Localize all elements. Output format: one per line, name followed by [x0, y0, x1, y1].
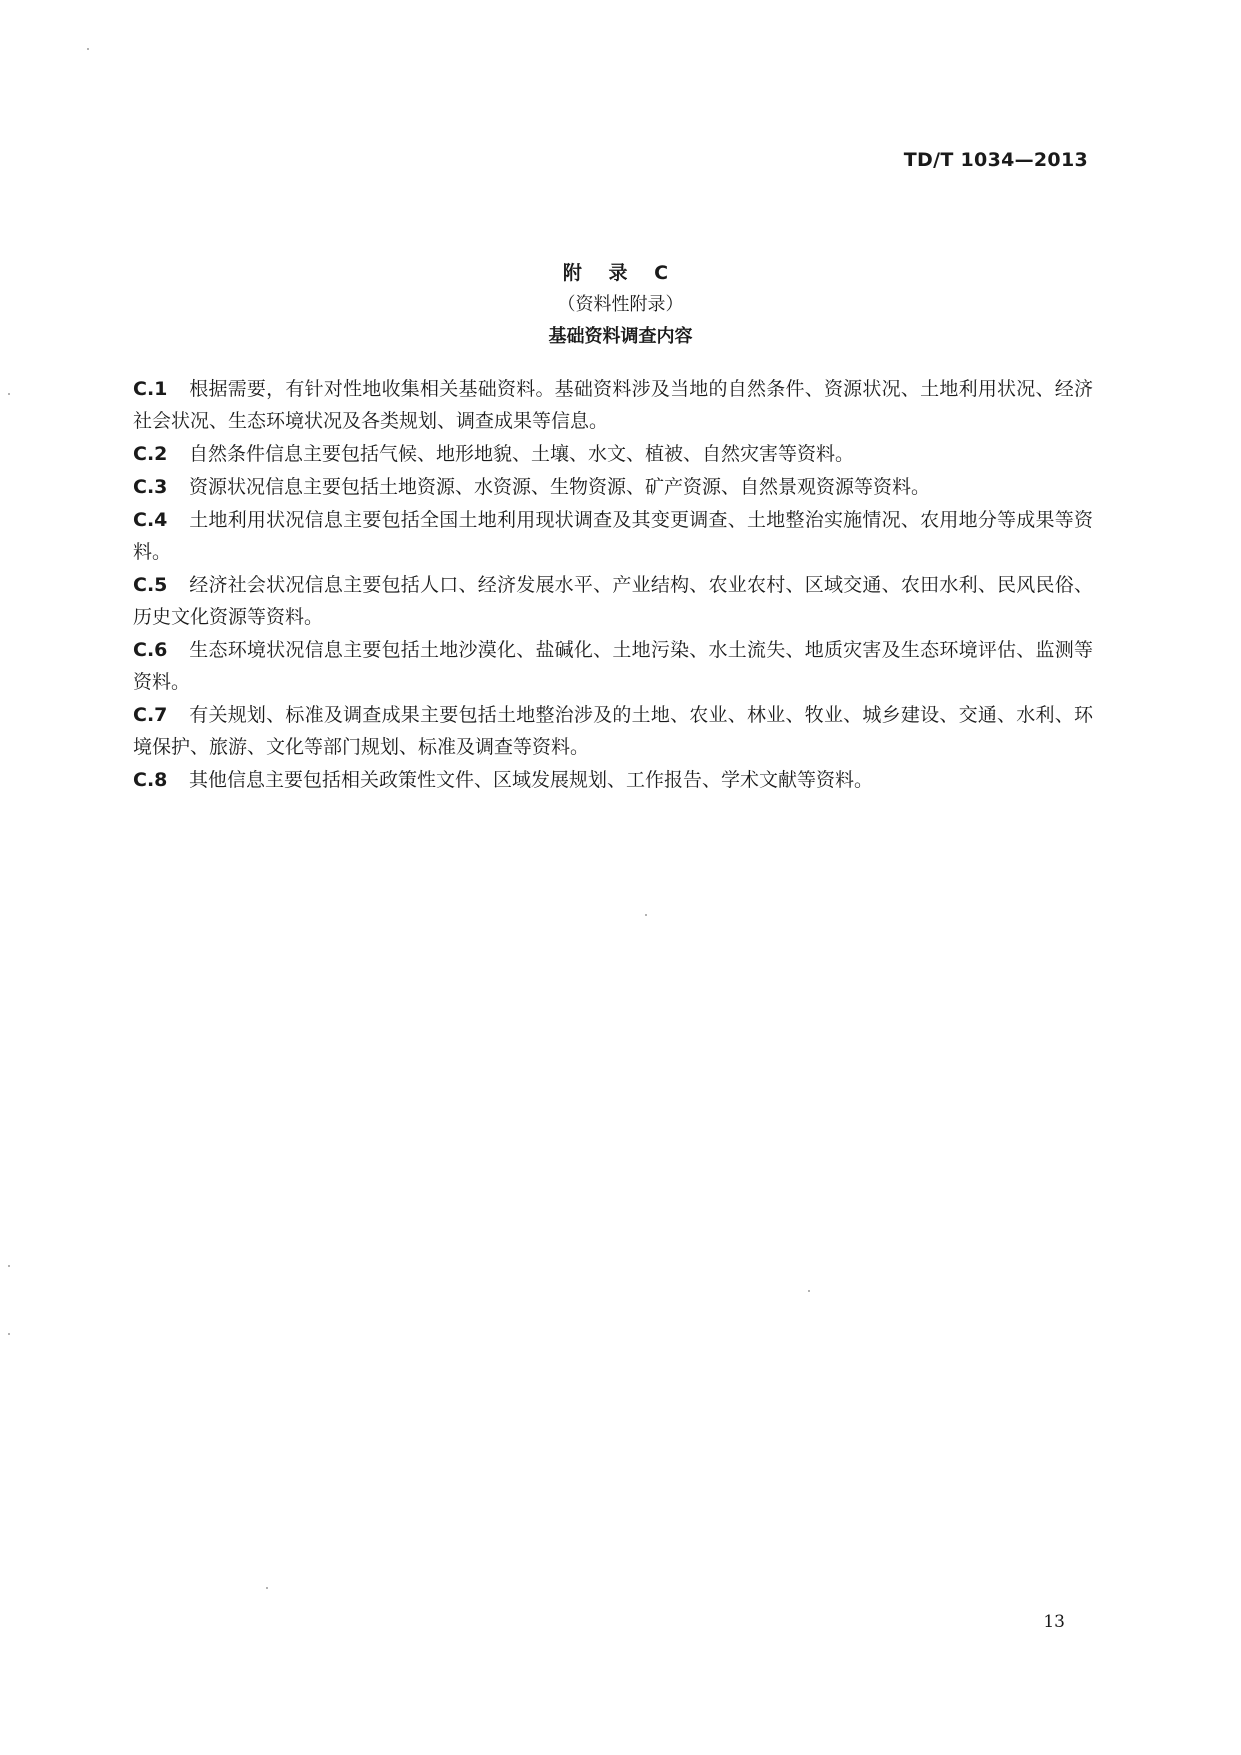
clause-text: 自然条件信息主要包括气候、地形地貌、土壤、水文、植被、自然灾害等资料。 [189, 443, 855, 465]
clause-number: C.5 [133, 574, 168, 596]
clause-c4 [133, 504, 1093, 568]
clause-number: C.4 [133, 509, 168, 531]
clause-c1 [133, 373, 1093, 437]
clause-text: 其他信息主要包括相关政策性文件、区域发展规划、工作报告、学术文献等资料。 [189, 769, 874, 791]
scan-speck [8, 393, 10, 395]
clause-number: C.6 [133, 639, 168, 661]
annex-type: （资料性附录） [557, 294, 684, 315]
scan-speck [808, 1290, 810, 1292]
scan-speck [8, 1265, 10, 1267]
clause-text: 经济社会状况信息主要包括人口、经济发展水平、产业结构、农业农村、区域交通、农田水利、民风民俗、历史文化资源等资料。 [133, 574, 1093, 628]
clause-number: C.3 [133, 476, 168, 498]
clause-text: 生态环境状况信息主要包括土地沙漠化、盐碱化、土地污染、水土流失、地质灾害及生态环境评估、监测等资料。 [133, 639, 1093, 693]
clause-text: 有关规划、标准及调查成果主要包括土地整治涉及的土地、农业、林业、牧业、城乡建设、交通、水利、环境保护、旅游、文化等部门规划、标准及调查等资料。 [133, 704, 1093, 758]
clause-c8 [133, 764, 1093, 796]
clause-c6 [133, 634, 1093, 698]
clause-number: C.1 [133, 378, 168, 400]
standard-code: TD/T 1034—2013 [903, 149, 1088, 171]
clause-list [133, 373, 1093, 797]
annex-label: 附 录 C [562, 262, 679, 284]
clause-c3 [133, 471, 1093, 503]
annex-title: 基础资料调查内容 [548, 326, 693, 347]
clause-c2 [133, 438, 1093, 470]
clause-text: 根据需要，有针对性地收集相关基础资料。基础资料涉及当地的自然条件、资源状况、土地利用状况、经济社会状况、生态环境状况及各类规划、调查成果等信息。 [133, 378, 1093, 432]
scan-speck [266, 1587, 268, 1589]
scan-speck [8, 1333, 10, 1335]
scan-speck [87, 48, 89, 50]
clause-number: C.8 [133, 769, 168, 791]
clause-number: C.2 [133, 443, 168, 465]
clause-c5 [133, 569, 1093, 633]
clause-text: 资源状况信息主要包括土地资源、水资源、生物资源、矿产资源、自然景观资源等资料。 [189, 476, 931, 498]
clause-number: C.7 [133, 704, 168, 726]
scan-speck [645, 914, 647, 916]
clause-text: 土地利用状况信息主要包括全国土地利用现状调查及其变更调查、土地整治实施情况、农用地分等成果等资料。 [133, 509, 1093, 563]
page-number: 13 [1043, 1612, 1065, 1632]
clause-c7 [133, 699, 1093, 763]
